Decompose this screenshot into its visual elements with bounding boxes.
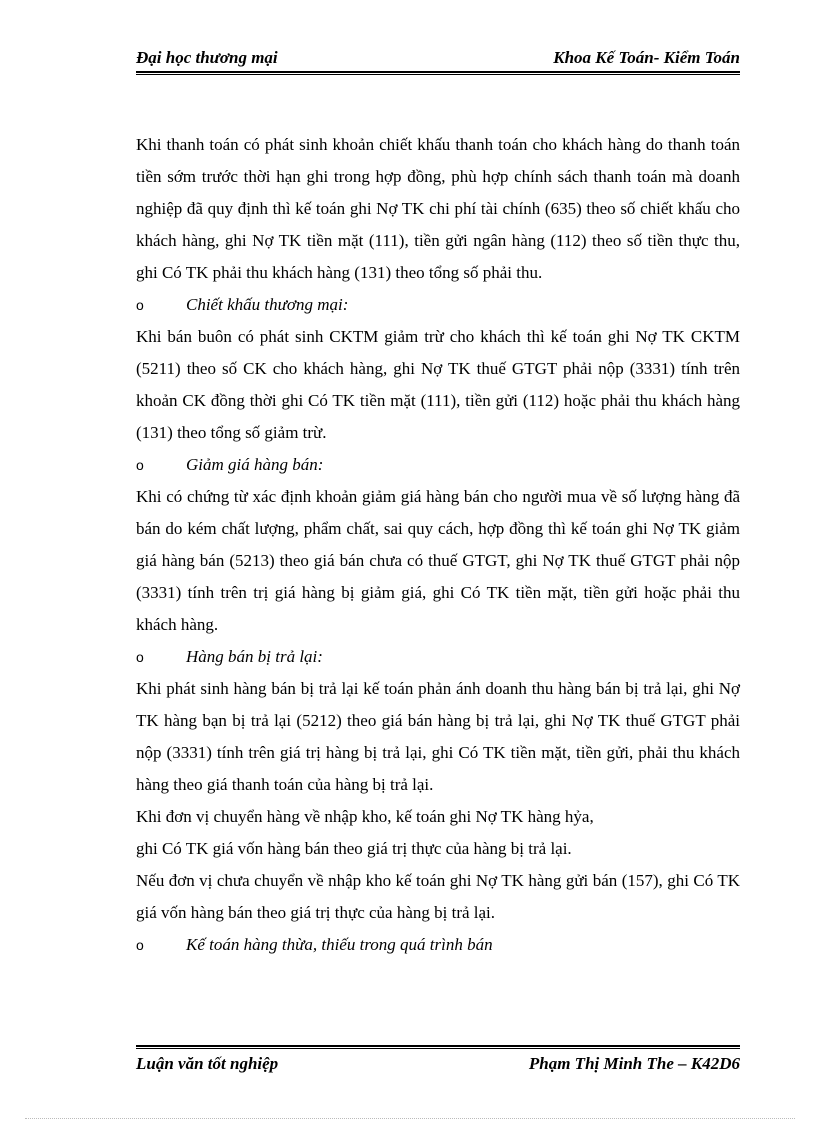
paragraph-price-reduction: Khi có chứng từ xác định khoản giảm giá hàng bán cho người mua về số lượng hàng đã bán do kém chất lượng, phẩm chất, sai quy cách, hợp đồng thì kế toán ghi Nợ TK giảm giá hàng bán (5213) theo giá bán chưa có thuế GTGT, ghi Nợ TK thuế GTGT phải nộp (3331) tính trên trị giá hàng bị giảm giá, ghi Có TK tiền mặt, tiền gửi hoặc phải thu khách hàng.	[136, 487, 740, 634]
bullet-label: Kế toán hàng thừa, thiếu trong quá trình bán	[186, 935, 493, 954]
bullet-sales-returns	[136, 641, 740, 673]
header-rule	[136, 71, 740, 75]
header-faculty: Khoa Kế Toán- Kiểm Toán	[553, 48, 740, 67]
paragraph-sales-returns: Khi phát sinh hàng bán bị trả lại kế toán phản ánh doanh thu hàng bán bị trả lại, ghi Nợ TK hàng bạn bị trả lại (5212) theo giá bán hàng bị trả lại, ghi Nợ TK thuế GTGT phải nộp (3331) tính trên giá trị hàng bị trả lại, ghi Có TK tiền mặt, tiền gửi, phải thu khách hàng theo giá thanh toán của hàng bị trả lại.	[136, 679, 740, 794]
bullet-circle-icon: o	[136, 457, 144, 473]
page-bottom-edge	[25, 1118, 795, 1119]
paragraph-return-cost: ghi Có TK giá vốn hàng bán theo giá trị thực của hàng bị trả lại.	[136, 839, 572, 858]
paragraph-payment-discount: Khi thanh toán có phát sinh khoản chiết khấu thanh toán cho khách hàng do thanh toán tiền sớm trước thời hạn ghi trong hợp đồng, phù hợp chính sách thanh toán mà doanh nghiệp đã quy định thì kế toán ghi Nợ TK chi phí tài chính (635) theo số chiết khấu cho khách hàng, ghi Nợ TK tiền mặt (111), tiền gửi ngân hàng (112) theo số tiền thực thu, ghi Có TK phải thu khách hàng (131) theo tổng số phải thu.	[136, 135, 740, 282]
paragraph-return-warehouse: Khi đơn vị chuyển hàng về nhập kho, kế toán ghi Nợ TK hàng hỷa,	[136, 807, 594, 826]
bullet-label: Giảm giá hàng bán:	[186, 455, 324, 474]
bullet-price-reduction	[136, 449, 740, 481]
header-university: Đại học thương mại	[136, 48, 278, 67]
footer-thesis-label: Luận văn tốt nghiệp	[136, 1054, 279, 1073]
page-header	[136, 48, 740, 70]
paragraph-trade-discount: Khi bán buôn có phát sinh CKTM giảm trừ cho khách thì kế toán ghi Nợ TK CKTM (5211) theo số CK cho khách hàng, ghi Nợ TK thuế GTGT phải nộp (3331) tính trên khoản CK đồng thời ghi Có TK tiền mặt (111), tiền gửi (112) hoặc phải thu khách hàng (131) theo tổng số giảm trừ.	[136, 327, 740, 442]
bullet-circle-icon: o	[136, 649, 144, 665]
paragraph-return-not-warehoused: Nếu đơn vị chưa chuyển về nhập kho kế toán ghi Nợ TK hàng gửi bán (157), ghi Có TK giá vốn hàng bán theo giá trị thực của hàng bị trả lại.	[136, 871, 740, 922]
footer-rule	[136, 1045, 740, 1049]
bullet-trade-discount	[136, 289, 740, 321]
bullet-circle-icon: o	[136, 937, 144, 953]
document-body	[136, 129, 740, 961]
page-footer	[136, 1054, 740, 1078]
bullet-circle-icon: o	[136, 297, 144, 313]
bullet-surplus-shortage	[136, 929, 740, 961]
bullet-label: Chiết khấu thương mại:	[186, 295, 349, 314]
bullet-label: Hàng bán bị trả lại:	[186, 647, 323, 666]
footer-author: Phạm Thị Minh The – K42D6	[528, 1054, 740, 1073]
